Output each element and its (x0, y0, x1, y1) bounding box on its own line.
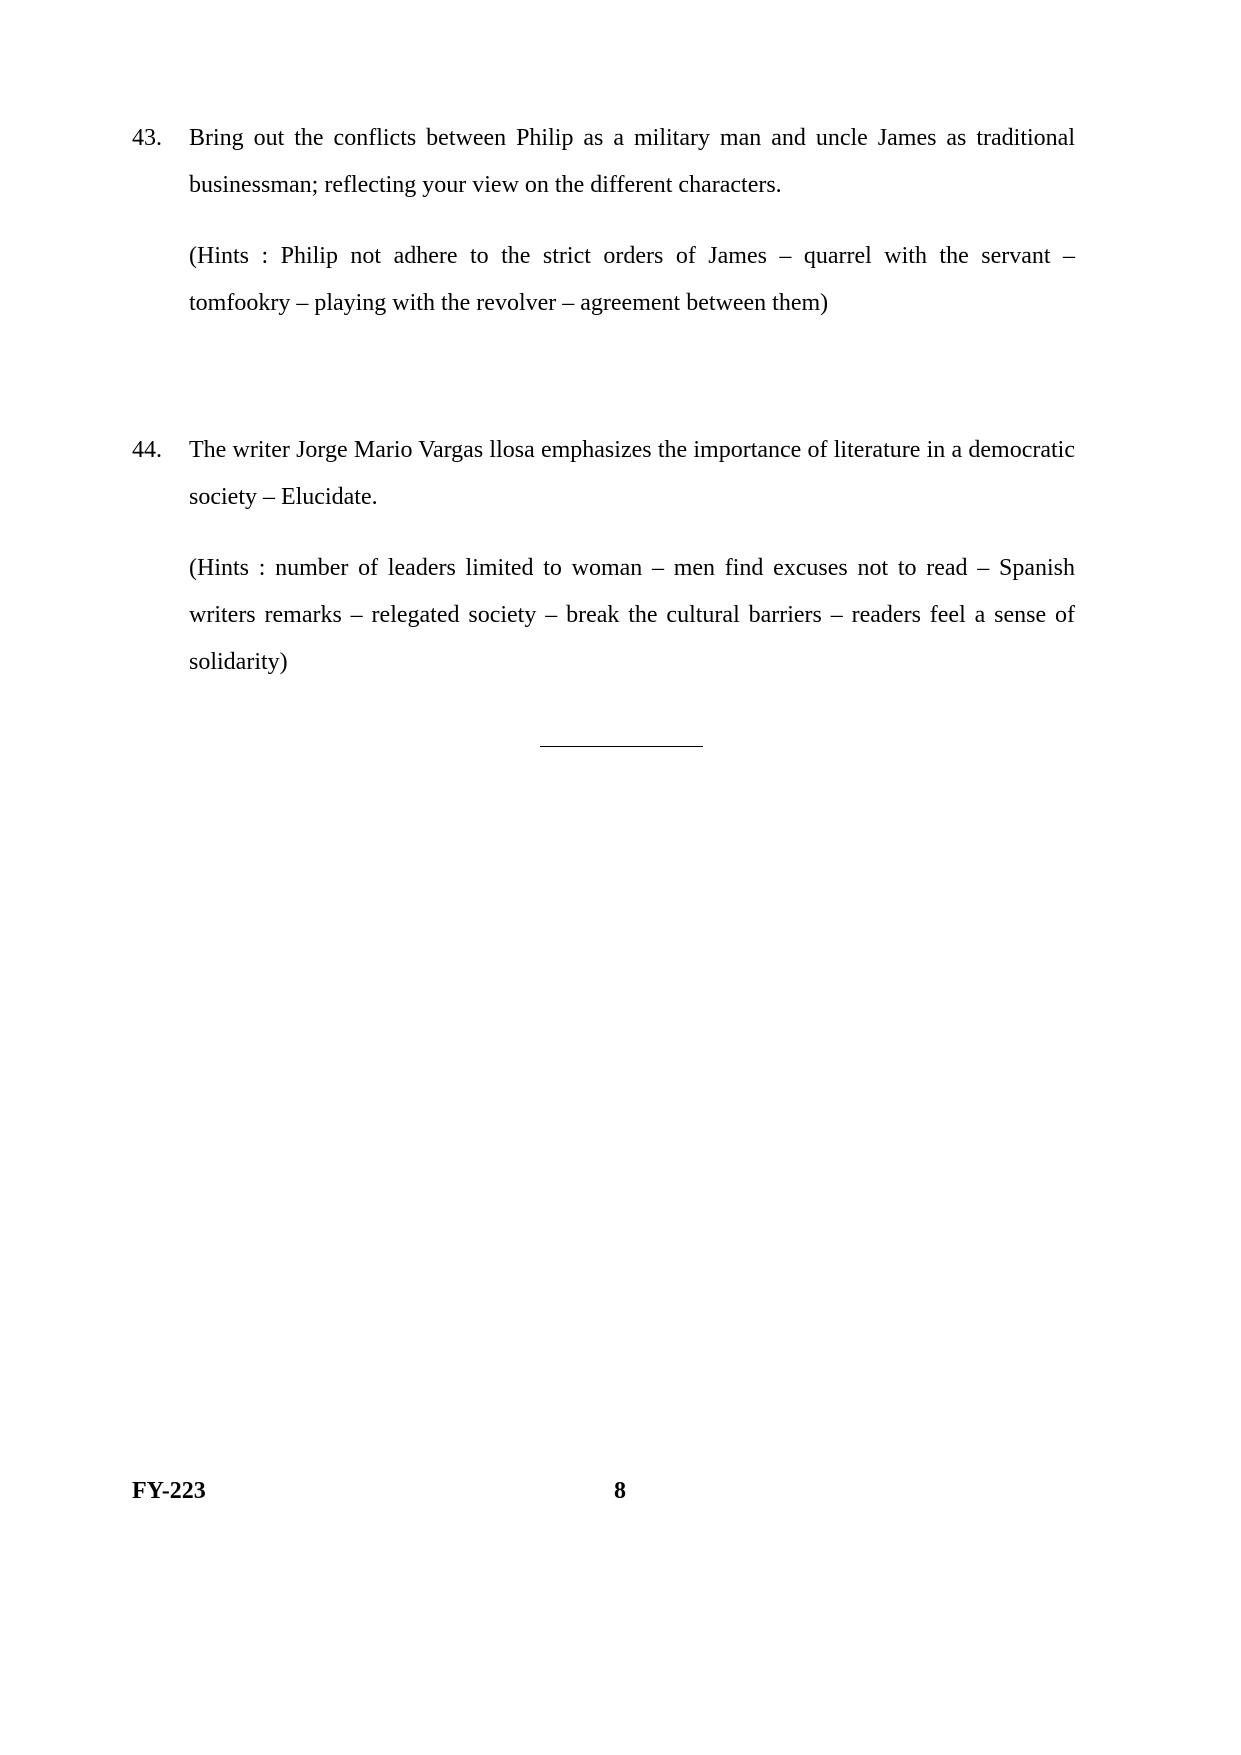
question-43 (132, 115, 1075, 327)
page-number: 8 (614, 1478, 626, 1504)
question-number: 43. (132, 125, 162, 151)
paper-code: FY-223 (132, 1478, 206, 1504)
question-hint: (Hints : Philip not adhere to the strict orders of James – quarrel with the servant – tomfookry – playing with the revolver – agreement between them) (189, 243, 1075, 316)
question-text: The writer Jorge Mario Vargas llosa emphasizes the importance of literature in a democratic society – Elucidate. (189, 437, 1075, 510)
question-44 (132, 427, 1075, 686)
end-divider (540, 746, 703, 747)
question-number: 44. (132, 437, 162, 463)
question-hint: (Hints : number of leaders limited to woman – men find excuses not to read – Spanish writers remarks – relegated society – break the cultural barriers – readers feel a sense of solidarity) (189, 555, 1075, 675)
question-text: Bring out the conflicts between Philip as a military man and uncle James as traditional businessman; reflecting your view on the different characters. (189, 125, 1075, 198)
